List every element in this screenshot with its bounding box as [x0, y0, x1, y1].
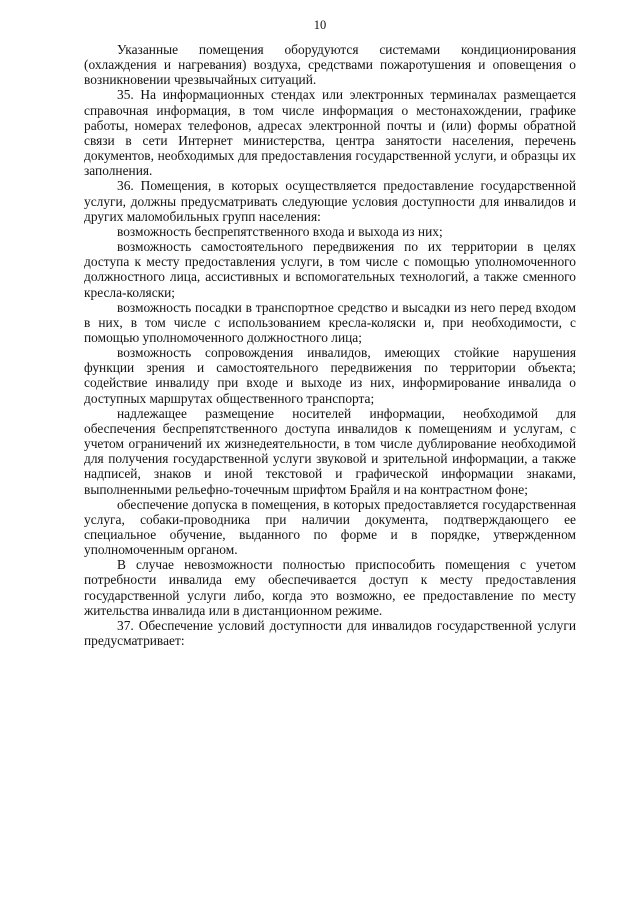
paragraph: возможность сопровождения инвалидов, имеющих стойкие нарушения функции зрения и самостоятельного передвижения по территории объекта; содействие инвалиду при входе и выходе из них, информирование инвалида о доступных маршрутах общественного транспорта; [84, 345, 576, 406]
paragraph: В случае невозможности полностью приспособить помещения с учетом потребности инвалида ему обеспечивается доступ к месту предоставления государственной услуги либо, когда это возможно, ее предоставление по месту жительства инвалида или в дистанционном режиме. [84, 557, 576, 618]
paragraph: Указанные помещения оборудуются системами кондиционирования (охлаждения и нагревания) воздуха, средствами пожаротушения и оповещения о возникновении чрезвычайных ситуаций. [84, 42, 576, 88]
paragraph: 37. Обеспечение условий доступности для инвалидов государственной услуги предусматривает: [84, 617, 576, 649]
paragraph: надлежащее размещение носителей информации, необходимой для обеспечения беспрепятственного доступа инвалидов к помещениям и услугам, с учетом ограничений их жизнедеятельности, в том числе дублирование необходимой для получения государственной услуги звуковой и зрительной информации, а также надписей, знаков и иной текстовой и графической информации знаками, выполненными рельефно-точечным шрифтом Брайля и на контрастном фоне; [84, 405, 576, 497]
paragraph: возможность посадки в транспортное средство и высадки из него перед входом в них, в том числе с использованием кресла-коляски и, при необходимости, с помощью уполномоченного должностного лица; [84, 299, 576, 345]
paragraph: возможность самостоятельного передвижения по их территории в целях доступа к месту предоставления услуги, в том числе с помощью уполномоченного должностного лица, ассистивных и вспомогательных технологий, а также сменного кресла-коляски; [84, 239, 576, 300]
page-number: 10 [313, 18, 327, 32]
paragraph: обеспечение допуска в помещения, в которых предоставляется государственная услуга, собаки-проводника при наличии документа, подтверждающего ее специальное обучение, выданного по форме и в порядке, утвержденном уполномоченным органом. [84, 496, 576, 558]
paragraph: возможность беспрепятственного входа и выхода из них; [117, 223, 443, 239]
document-body [84, 42, 576, 648]
paragraph: 36. Помещения, в которых осуществляется предоставление государственной услуги, должны предусматривать следующие условия доступности для инвалидов и других маломобильных групп населения: [84, 178, 576, 224]
paragraph: 35. На информационных стендах или электронных терминалах размещается справочная информация, в том числе информация о местонахождении, графике работы, номерах телефонов, адресах электронной почты и (или) формы обратной связи в сети Интернет министерства, центра занятости населения, перечень документов, необходимых для предоставления государственной услуги, и образцы их заполнения. [84, 87, 576, 179]
